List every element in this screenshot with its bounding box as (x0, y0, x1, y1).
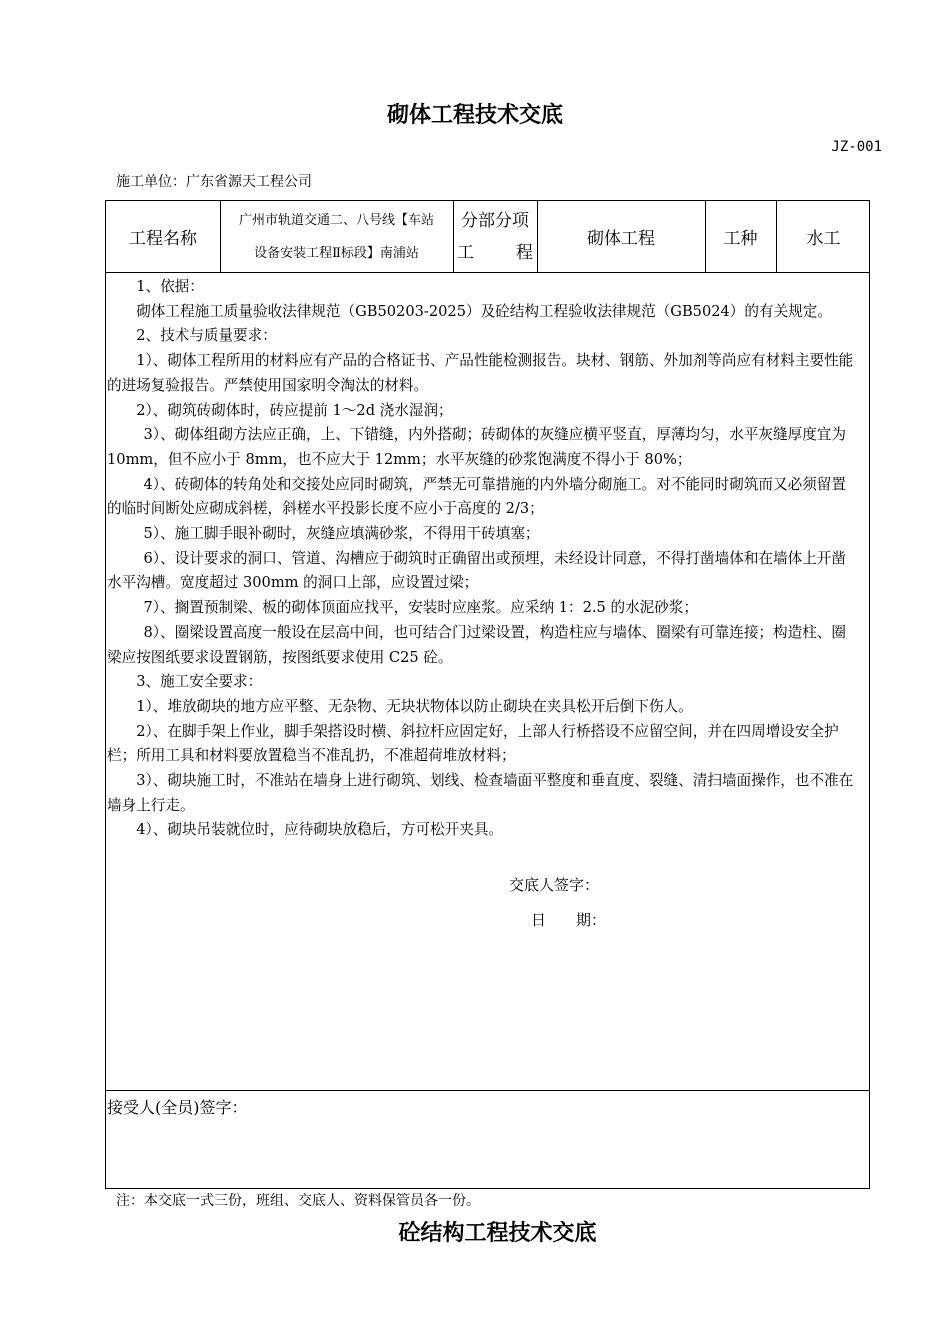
signer-label: 交底人签字： (509, 876, 600, 894)
date-label: 日 期： (531, 911, 607, 929)
paragraph: 2）、砌筑砖砌体时，砖应提前 1～2d 浇水湿润； (136, 401, 453, 419)
paragraph: 4）、砌块吊装就位时，应待砌块放稳后，方可松开夹具。 (136, 821, 504, 839)
document-title: 砌体工程技术交底 (386, 103, 563, 128)
paragraph: 3）、砌块施工时，不准站在墙身上进行砌筑、划线、检查墙面平整度和垂直度、裂缝、清扫墙面操作，也不准在墙身上行走。 (107, 772, 854, 814)
disclosure-content (107, 275, 859, 843)
sub-item-label-line1: 分部分项 (461, 210, 529, 231)
paragraph: 4）、砖砌体的转角处和交接处应同时砌筑，严禁无可靠措施的内外墙分砌施工。对不能同时砌筑而又必须留置的临时间断处应砌成斜槎，斜槎水平投影长度不应小于高度的 2/3； (107, 475, 846, 518)
table-divider (220, 201, 221, 272)
receiver-signature-label: 接受人(全员)签字： (107, 1098, 248, 1117)
paragraph: 3）、砌体组砌方法应正确，上、下错缝，内外搭砌；砖砌体的灰缝应横平竖直，厚薄均匀，水平灰缝厚度宜为 10mm，但不应小于 8mm，也不应大于 12mm；水平灰缝的砂浆饱满度不得小于 80%； (107, 426, 846, 468)
table-divider (776, 201, 777, 272)
document-code: JZ-001 (831, 139, 882, 155)
section-basis-heading: 1、依据： (136, 278, 204, 295)
sub-item-label-line2 (457, 237, 533, 269)
paragraph: 1）、堆放砌块的地方应平整、无杂物、无块状物体以防止砌块在夹具松开后倒下伤人。 (136, 697, 693, 715)
table-divider (537, 201, 538, 272)
project-name-label: 工程名称 (129, 229, 197, 249)
section-safety-heading: 3、施工安全要求： (136, 673, 263, 691)
paragraph: 5）、施工脚手眼补砌时，灰缝应填满砂浆，不得用干砖填塞； (143, 525, 540, 543)
table-divider (106, 272, 869, 273)
paragraph: 6）、设计要求的洞口、管道、沟槽应于砌筑时正确留出或预埋，未经设计同意，不得打凿墙体和在墙体上开凿水平沟槽。宽度超过 300mm 的洞口上部，应设置过梁； (107, 549, 846, 592)
project-name-value (220, 201, 453, 272)
paragraph: 2）、在脚手架上作业，脚手架搭设时横、斜拉杆应固定好，上部人行桥搭设不应留空间，并在四周增设安全护栏；所用工具和材料要放置稳当不准乱扔，不准超荷堆放材料； (107, 722, 839, 765)
table-divider (705, 201, 706, 272)
construction-unit: 施工单位：广东省源天工程公司 (116, 174, 312, 190)
project-name-line1: 广州市轨道交通二、八号线【车站 (238, 212, 434, 228)
trade-value: 水工 (806, 229, 841, 249)
next-document-title: 砼结构工程技术交底 (398, 1221, 597, 1246)
sub-item-value: 砌体工程 (587, 229, 655, 249)
sub-item-label-char1: 工 (457, 242, 474, 263)
table-divider (453, 201, 454, 272)
trade-label: 工种 (723, 229, 758, 249)
paragraph: 1）、砌体工程所用的材料应有产品的合格证书、产品性能检测报告。块材、钢筋、外加剂等尚应有材料主要性能的进场复验报告。严禁使用国家明令淘汰的材料。 (107, 352, 854, 394)
table-divider (106, 1090, 869, 1091)
paragraph: 砌体工程施工质量验收法律规范（GB50203-2025）及砼结构工程验收法律规范（GB5024）的有关规定。 (136, 302, 832, 320)
paragraph: 7）、搁置预制梁、板的砌体顶面应找平，安装时应座浆。应采纳 1：2.5 的水泥砂浆； (143, 599, 699, 617)
disclosure-table (105, 200, 870, 1189)
project-name-line2: 设备安装工程Ⅱ标段】南浦站 (254, 245, 419, 261)
sub-item-label (453, 201, 537, 272)
section-quality-heading: 2、技术与质量要求： (136, 327, 277, 345)
sub-item-label-char2: 程 (516, 242, 533, 263)
footnote: 注：本交底一式三份，班组、交底人、资料保管员各一份。 (116, 1193, 480, 1209)
paragraph: 8）、圈梁设置高度一般设在层高中间，也可结合门过梁设置，构造柱应与墙体、圈梁有可靠连接；构造柱、圈梁应按图纸要求设置钢筋，按图纸要求使用 C25 砼。 (107, 623, 846, 666)
